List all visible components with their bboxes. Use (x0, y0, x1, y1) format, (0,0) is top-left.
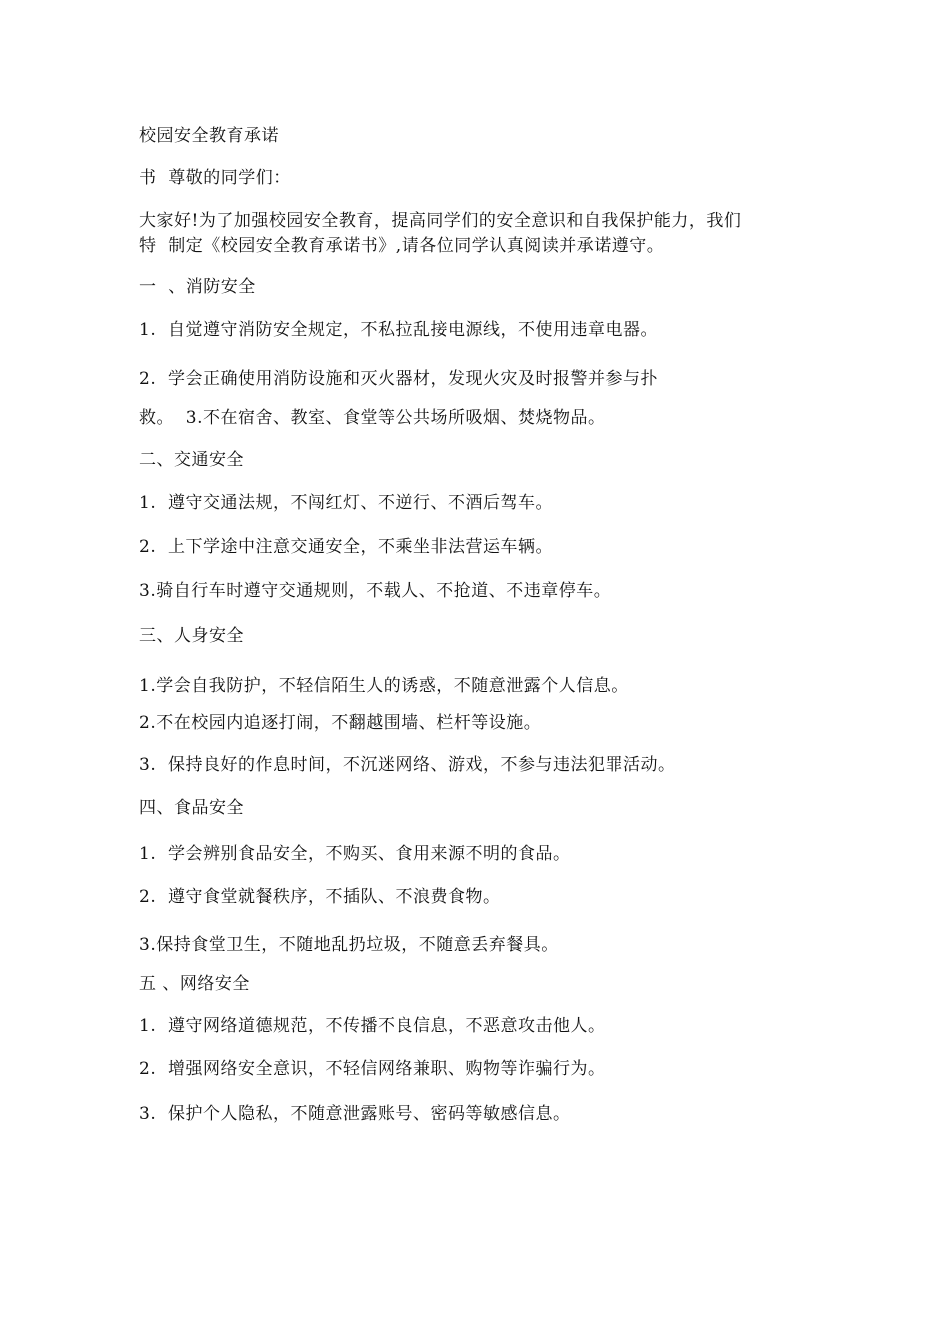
intro-paragraph-line: 大家好!为了加强校园安全教育，提高同学们的安全意识和自我保护能力，我们 (139, 211, 742, 231)
list-item: 1. 学会辨别食品安全，不购买、食用来源不明的食品。 (139, 844, 571, 864)
list-item: 救。 3.不在宿舍、教室、食堂等公共场所吸烟、焚烧物品。 (139, 408, 606, 428)
list-item: 1. 自觉遵守消防安全规定，不私拉乱接电源线，不使用违章电器。 (139, 320, 659, 340)
list-item: 3. 保持良好的作息时间，不沉迷网络、游戏，不参与违法犯罪活动。 (139, 755, 676, 775)
list-item: 2.不在校园内追逐打闹，不翻越围墙、栏杆等设施。 (139, 713, 542, 733)
document-title: 校园安全教育承诺 (139, 126, 279, 146)
list-item: 3.骑自行车时遵守交通规则，不载人、不抢道、不违章停车。 (139, 581, 612, 601)
list-item: 1. 遵守交通法规，不闯红灯、不逆行、不酒后驾车。 (139, 493, 554, 513)
list-item: 2. 学会正确使用消防设施和灭火器材，发现火灾及时报警并参与扑 (139, 369, 659, 389)
intro-paragraph-line: 特 制定《校园安全教育承诺书》,请各位同学认真阅读并承诺遵守。 (139, 236, 665, 256)
list-item: 1.学会自我防护，不轻信陌生人的诱惑，不随意泄露个人信息。 (139, 676, 629, 696)
section-heading-network-safety: 五 、网络安全 (139, 974, 250, 994)
list-item: 3.保持食堂卫生，不随地乱扔垃圾，不随意丢弃餐具。 (139, 935, 559, 955)
list-item: 2. 增强网络安全意识，不轻信网络兼职、购物等诈骗行为。 (139, 1059, 606, 1079)
list-item: 3. 保护个人隐私，不随意泄露账号、密码等敏感信息。 (139, 1104, 571, 1124)
salutation: 书 尊敬的同学们： (139, 168, 291, 188)
section-heading-traffic-safety: 二、交通安全 (139, 450, 244, 470)
list-item: 1. 遵守网络道德规范，不传播不良信息，不恶意攻击他人。 (139, 1016, 606, 1036)
section-heading-fire-safety: 一 、消防安全 (139, 277, 256, 297)
list-item: 2. 上下学途中注意交通安全，不乘坐非法营运车辆。 (139, 537, 554, 557)
section-heading-personal-safety: 三、人身安全 (139, 626, 244, 646)
section-heading-food-safety: 四、食品安全 (139, 798, 244, 818)
list-item: 2. 遵守食堂就餐秩序，不插队、不浪费食物。 (139, 887, 501, 907)
